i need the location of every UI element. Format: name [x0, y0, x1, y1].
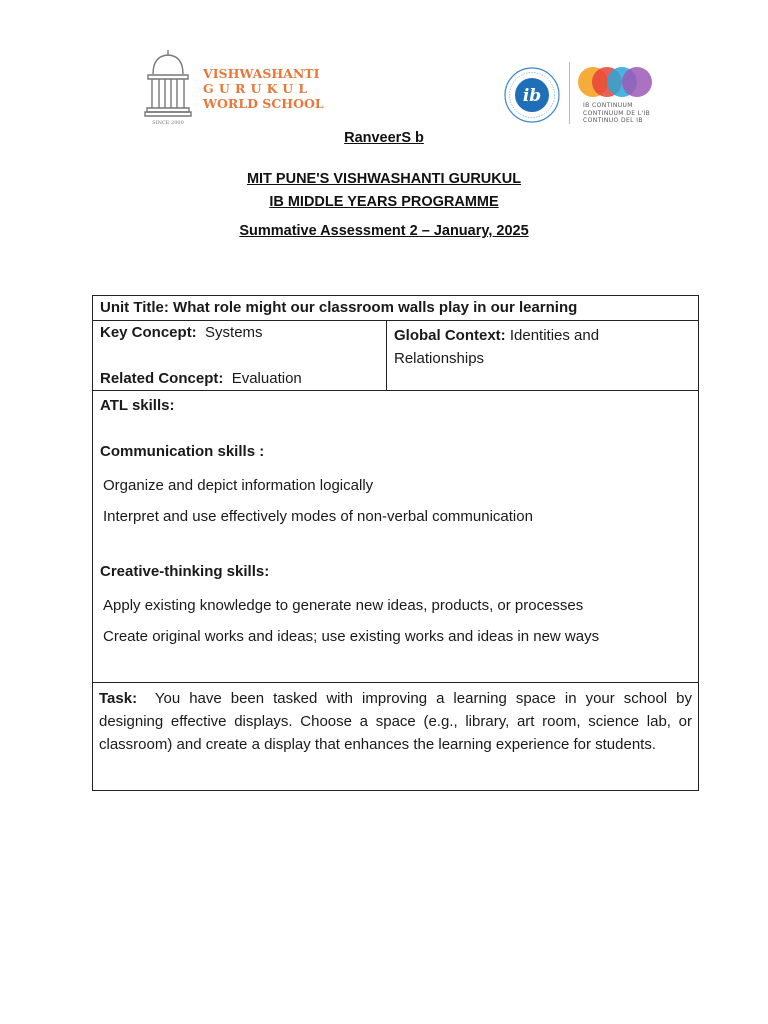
school-name-line-2: GURUKUL — [203, 81, 313, 96]
school-name — [203, 66, 324, 111]
creative-heading: Creative-thinking skills: — [100, 563, 270, 580]
atl-skills-row — [93, 391, 698, 683]
concepts-cell — [93, 321, 387, 390]
task-text: You have been tasked with improving a learning space in your school by designing effective displays. Choose a space (e.g., library, art room, science lab, or classroom) and create a display that enhances the learning experience for students. — [99, 690, 692, 753]
ib-continuum-line: CONTINUUM DE L'IB — [583, 109, 651, 117]
gazebo-icon — [143, 48, 193, 126]
concepts-row — [93, 321, 698, 391]
global-context-value: Identities and Relationships — [394, 327, 600, 367]
creative-skill-item: Apply existing knowledge to generate new ideas, products, or processes — [103, 597, 584, 614]
assessment-title: Summative Assessment 2 – January, 2025 — [239, 223, 529, 239]
key-concept-value: Systems — [205, 324, 263, 341]
communication-skill-item: Interpret and use effectively modes of non-verbal communication — [103, 508, 533, 525]
unit-table — [92, 295, 699, 791]
key-concept — [100, 324, 263, 341]
global-context-label: Global Context: — [394, 327, 506, 344]
ib-seal-icon — [503, 66, 561, 124]
communication-skill-item: Organize and depict information logically — [103, 477, 374, 494]
school-name-line-1: VISHWASHANTI — [203, 66, 320, 81]
related-concept-value: Evaluation — [231, 370, 302, 387]
communication-heading: Communication skills : — [100, 443, 265, 460]
ib-logo — [503, 60, 663, 128]
atl-heading: ATL skills: — [100, 397, 175, 414]
since-label: SINCE 2000 — [152, 120, 184, 126]
related-concept — [100, 370, 302, 387]
ib-mark: ib — [522, 86, 542, 106]
logo-divider — [569, 62, 570, 124]
school-title: MIT PUNE'S VISHWASHANTI GURUKUL — [246, 171, 522, 187]
related-concept-label: Related Concept: — [100, 370, 224, 387]
task-label: Task: — [99, 690, 138, 707]
ib-continuum-line: CONTINUO DEL IB — [583, 117, 643, 124]
key-concept-label: Key Concept: — [100, 324, 197, 341]
global-context-cell — [387, 321, 698, 390]
ib-continuum-text — [583, 102, 650, 124]
unit-title-row — [93, 296, 698, 321]
student-name: RanveerS b — [344, 130, 424, 146]
ib-continuum-line: IB CONTINUUM — [583, 102, 633, 109]
unit-title: Unit Title: What role might our classroom walls play in our learning — [100, 299, 578, 316]
ib-continuum-circles-icon — [577, 66, 653, 98]
school-logo — [143, 48, 333, 126]
task-row — [93, 683, 698, 790]
creative-skill-item: Create original works and ideas; use existing works and ideas in new ways — [103, 628, 600, 645]
programme-title: IB MIDDLE YEARS PROGRAMME — [269, 194, 499, 210]
school-name-line-3: WORLD SCHOOL — [203, 96, 324, 111]
